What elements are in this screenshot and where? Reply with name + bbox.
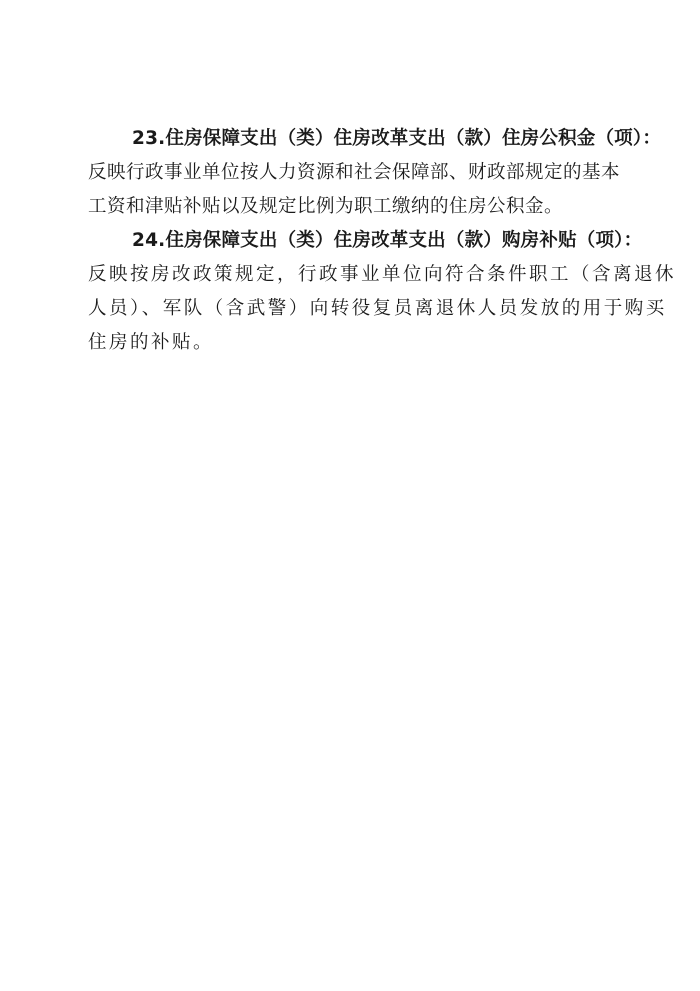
- section-heading-24: 24.住房保障支出（类）住房改革支出（款）购房补贴（项）：: [132, 230, 643, 251]
- section-heading-23: 23.住房保障支出（类）住房改革支出（款）住房公积金（项）：: [132, 128, 662, 149]
- section-23-line-2: 工资和津贴补贴以及规定比例为职工缴纳的住房公积金。: [88, 196, 564, 217]
- section-23-line-1: 反映行政事业单位按人力资源和社会保障部、财政部规定的基本: [88, 162, 621, 183]
- section-24-line-3: 住房的补贴。: [88, 332, 215, 353]
- document-body: [88, 122, 677, 360]
- section-24-line-1: 反映按房改政策规定，行政事业单位向符合条件职工（含离退休: [88, 264, 677, 285]
- section-24-line-2: 人员）、军队（含武警）向转役复员离退休人员发放的用于购买: [88, 298, 667, 319]
